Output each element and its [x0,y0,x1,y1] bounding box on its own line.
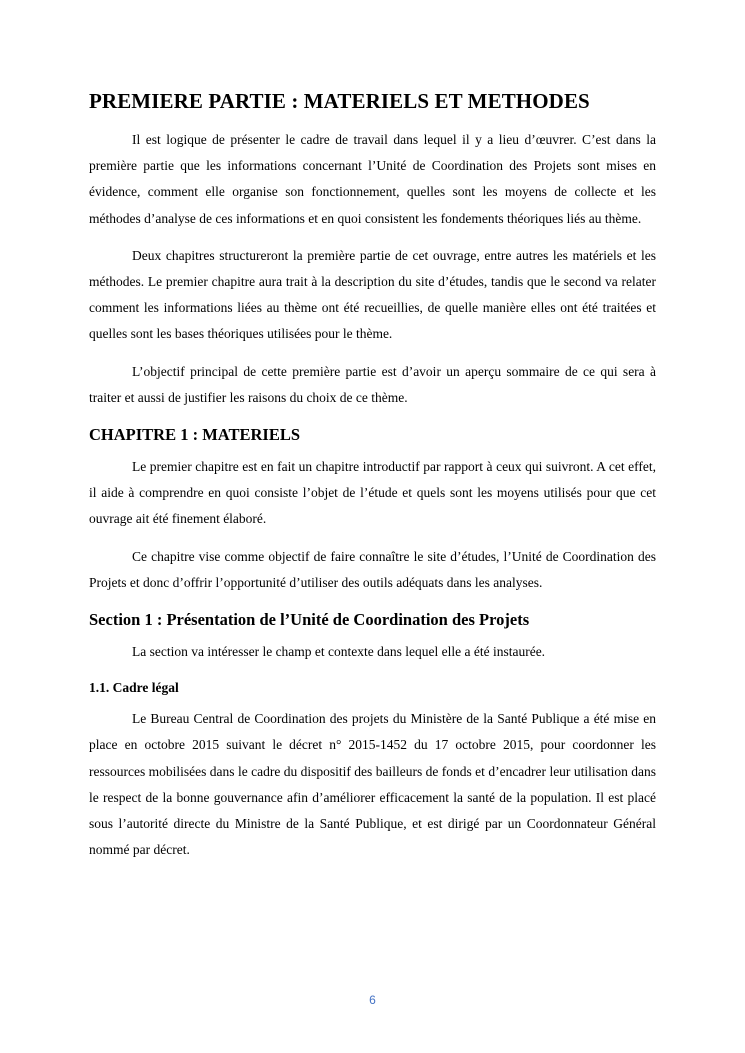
intro-paragraph-1: Il est logique de présenter le cadre de travail dans lequel il y a lieu d’œuvrer. C’est dans la première partie que les informations concernant l’Unité de Coordination des Projets sont mises en évidence, comment elle organise son fonctionnement, quelles sont les moyens de collecte et les méthodes d’analyse de ces informations et en quoi consistent les fondements théoriques liés au thème. [89,132,656,226]
chapter-title: CHAPITRE 1 : MATERIELS [89,425,301,445]
document-page [89,84,656,874]
chapter-paragraph-1: Le premier chapitre est en fait un chapitre introductif par rapport à ceux qui suivront. A cet effet, il aide à comprendre en quoi consiste l’objet de l’étude et quels sont les moyens utilisés pour que cet ouvrage ait été finement élaboré. [89,459,656,527]
subsection-title: 1.1. Cadre légal [89,680,179,696]
page-number: 6 [369,993,376,1007]
section-title: Section 1 : Présentation de l’Unité de Coordination des Projets [89,610,530,630]
intro-paragraph-3: L’objectif principal de cette première partie est d’avoir un aperçu sommaire de ce qui sera à traiter et aussi de justifier les raisons du choix de ce thème. [89,363,656,405]
intro-paragraph-2: Deux chapitres structureront la première partie de cet ouvrage, entre autres les matériels et les méthodes. Le premier chapitre aura trait à la description du site d’études, tandis que le second va relater comment les informations liées au thème ont été recueillies, de quelle manière elles ont été traitées et quelles sont les bases théoriques utilisées pour le thème. [89,247,656,342]
subsection-paragraph: Le Bureau Central de Coordination des projets du Ministère de la Santé Publique a été mise en place en octobre 2015 suivant le décret n° 2015-1452 du 17 octobre 2015, pour coordonner les ressources mobilisées dans le cadre du dispositif des bailleurs de fonds et d’encadrer leur utilisation dans le respect de la bonne gouvernance afin d’améliorer efficacement la santé de la population. Il est placé sous l’autorité directe du Ministre de la Santé Publique, et est dirigé par un Coordonnateur Général nommé par décret. [89,711,656,858]
section-paragraph: La section va intéresser le champ et contexte dans lequel elle a été instaurée. [132,644,546,660]
chapter-paragraph-2: Ce chapitre vise comme objectif de faire connaître le site d’études, l’Unité de Coordination des Projets et donc d’offrir l’opportunité d’utiliser des outils adéquats dans les analyses. [89,548,656,590]
part-title: PREMIERE PARTIE : MATERIELS ET METHODES [89,89,590,113]
